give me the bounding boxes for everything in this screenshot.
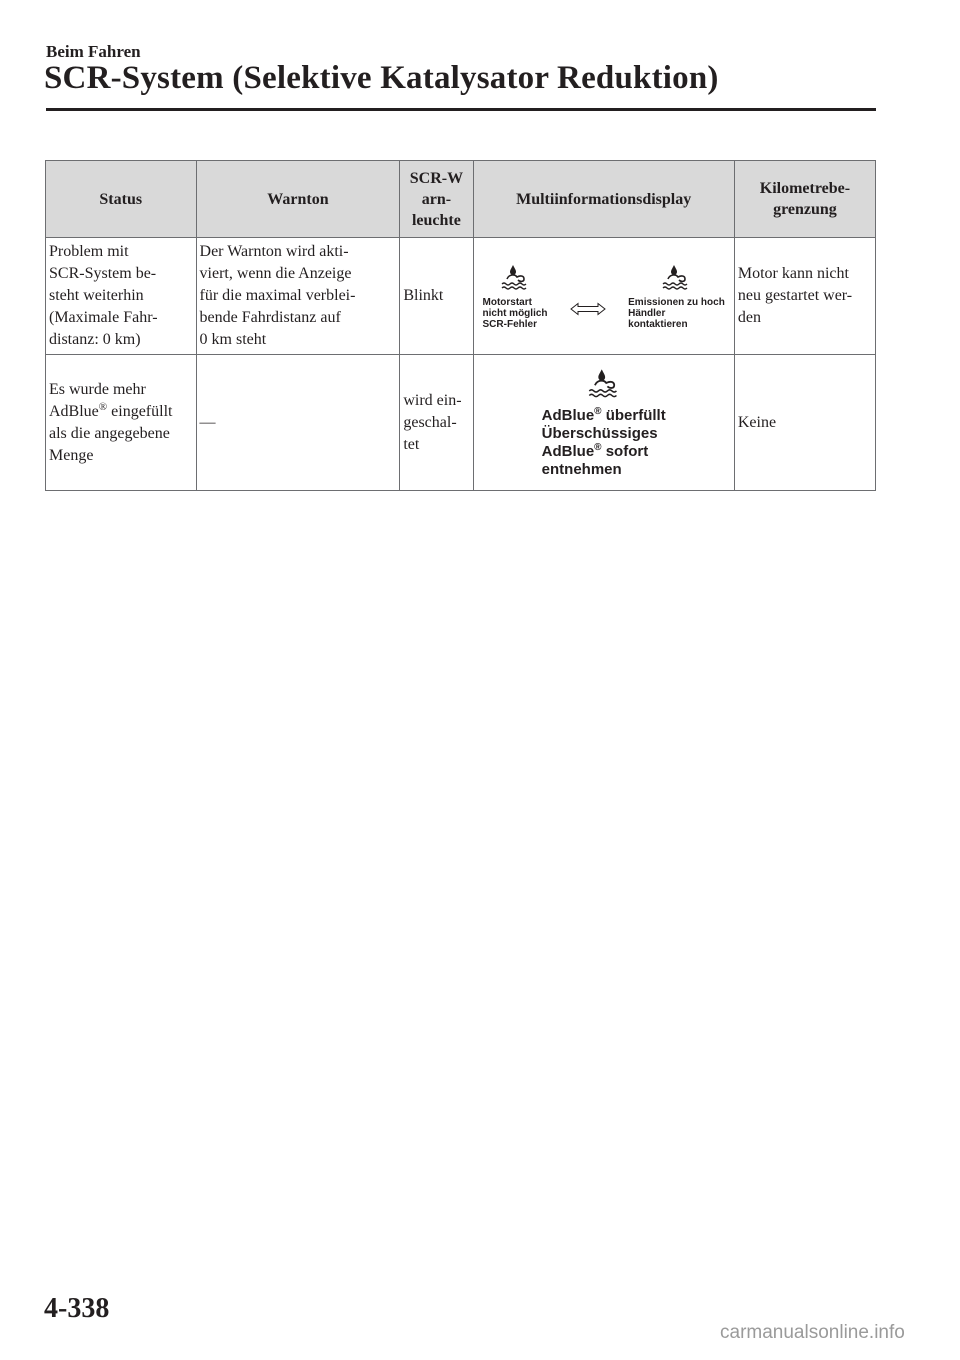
cell-warnton: — [196, 355, 400, 491]
page-number: 4-338 [44, 1293, 110, 1324]
header-limit: Kilometrebe- grenzung [734, 161, 875, 238]
cell-status: Problem mit SCR-System be- steht weiterhin (Maximale Fahr- distanz: 0 km) [46, 238, 197, 355]
double-arrow-icon [570, 302, 606, 316]
adblue-level-icon [661, 263, 691, 291]
adblue-level-icon [500, 263, 530, 291]
display-screen-2: Emissionen zu hoch Händler kontaktieren [628, 263, 725, 330]
cell-display [473, 355, 734, 491]
adblue-level-icon [587, 367, 621, 399]
table-header-row [46, 161, 876, 238]
title-rule [46, 108, 876, 111]
cell-limit: Keine [734, 355, 875, 491]
cell-limit: Motor kann nicht neu gestartet wer- den [734, 238, 875, 355]
section-label: Beim Fahren [46, 42, 141, 61]
cell-warnton: Der Warnton wird akti- viert, wenn die Anzeige für die maximal verblei- bende Fahrdistanz auf 0 km steht [196, 238, 400, 355]
display-screen-3: AdBlue® überfüllt Überschüssiges AdBlue® sofort entnehmen [477, 367, 731, 479]
scr-status-table [45, 160, 876, 491]
site-watermark: carmanualsonline.info [720, 1322, 905, 1343]
cell-status: Es wurde mehr AdBlue® eingefüllt als die angegebene Menge [46, 355, 197, 491]
cell-display [473, 238, 734, 355]
table-row [46, 238, 876, 355]
cell-leuchte: Blinkt [400, 238, 473, 355]
page-title: SCR-System (Selektive Katalysator Reduktion) [44, 60, 719, 96]
header-status: Status [46, 161, 197, 238]
table-row [46, 355, 876, 491]
header-leuchte: SCR-W arn- leuchte [400, 161, 473, 238]
header-warnton: Warnton [196, 161, 400, 238]
header-display: Multiinformationsdisplay [473, 161, 734, 238]
cell-leuchte: wird ein- geschal- tet [400, 355, 473, 491]
display-screen-1: Motorstart nicht möglich SCR-Fehler [483, 263, 548, 330]
display-sequence [477, 263, 731, 330]
